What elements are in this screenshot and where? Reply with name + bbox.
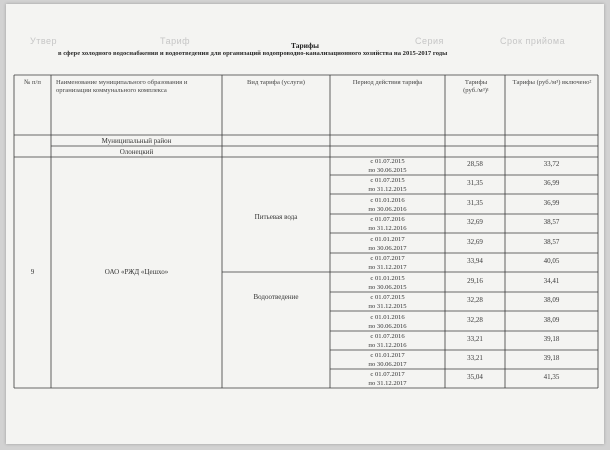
period-to: по 31.12.2016 [368, 342, 407, 349]
tariff-vat-cell: 36,99 [543, 199, 560, 207]
tariff-cell: 33,21 [467, 354, 483, 362]
period-to: по 30.06.2016 [368, 323, 407, 330]
tariff-cell: 32,28 [467, 316, 483, 324]
tariff-vat-cell: 38,09 [543, 296, 560, 304]
tariff-vat-cell: 39,18 [543, 335, 560, 343]
tariff-vat-cell: 38,57 [543, 218, 560, 226]
period-from: с 01.07.2015 [370, 158, 405, 165]
header-name: Наименование муниципального образования и организации коммунального комплекса [56, 79, 188, 94]
period-cell [330, 196, 445, 214]
district-name: Олонецкий [119, 148, 154, 156]
header-tariff: Тарифы (руб./м³)¹ [463, 79, 489, 94]
row-number: 9 [30, 268, 35, 276]
tariff-cell: 32,28 [467, 296, 483, 304]
period-to: по 31.12.2017 [368, 380, 407, 387]
tariff-vat-cell: 38,57 [543, 238, 560, 246]
header-num: № п/п [24, 79, 41, 86]
tariff-cell: 35,04 [467, 373, 483, 381]
faint-header-2: Тариф [160, 36, 191, 46]
tariff-vat-cell: 36,99 [543, 179, 560, 187]
tariff-cell: 31,35 [467, 179, 483, 187]
faint-header-1: Утвер [30, 36, 58, 46]
period-from: с 01.07.2017 [370, 255, 405, 262]
period-from: с 01.01.2017 [370, 236, 405, 243]
period-to: по 30.06.2017 [368, 245, 407, 252]
tariff-cell: 31,35 [467, 199, 483, 207]
organization-name: ОАО «РЖД «Цешхо» [104, 268, 169, 276]
period-cell [330, 274, 445, 292]
tariff-cell: 32,69 [467, 218, 483, 226]
tariff-cell: 33,94 [467, 257, 483, 265]
period-to: по 31.12.2015 [368, 186, 407, 193]
period-to: по 31.12.2015 [368, 303, 407, 310]
period-cell [330, 313, 445, 331]
period-to: по 31.12.2017 [368, 264, 407, 271]
period-from: с 01.07.2016 [370, 333, 405, 340]
period-from: с 01.01.2017 [370, 352, 405, 359]
period-to: по 30.06.2017 [368, 361, 407, 368]
period-cell [330, 332, 445, 350]
document-title: Тарифы [290, 41, 320, 50]
period-from: с 01.07.2017 [370, 371, 405, 378]
faint-header-3: Серия [415, 36, 444, 46]
period-cell [330, 157, 445, 175]
tariff-vat-cell: 41,35 [543, 373, 560, 381]
tariff-vat-cell: 38,09 [543, 316, 560, 324]
period-cell [330, 235, 445, 253]
period-to: по 31.12.2016 [368, 225, 407, 232]
period-from: с 01.01.2015 [370, 275, 405, 282]
period-to: по 30.06.2016 [368, 206, 407, 213]
period-cell [330, 215, 445, 233]
period-from: с 01.07.2015 [370, 177, 405, 184]
period-from: с 01.01.2016 [370, 314, 405, 321]
period-cell [330, 293, 445, 311]
tariff-vat-cell: 39,18 [543, 354, 560, 362]
service-water: Питьевая вода [254, 213, 298, 221]
service-sewage: Водоотведение [253, 293, 299, 301]
period-from: с 01.07.2015 [370, 294, 405, 301]
period-cell [330, 176, 445, 194]
tariff-vat-cell: 40,05 [543, 257, 560, 265]
tariff-vat-cell: 33,72 [543, 160, 560, 168]
period-cell [330, 254, 445, 272]
district-label: Муниципальный район [101, 137, 172, 145]
document-subtitle: в сфере холодного водоснабжения и водоотведения для организаций водопроводно-канализационного хозяйства на 2015-2017 годы [58, 50, 448, 57]
period-cell [330, 351, 445, 369]
tariff-cell: 32,69 [467, 238, 483, 246]
period-cell [330, 370, 445, 388]
period-to: по 30.06.2015 [368, 284, 407, 291]
period-to: по 30.06.2015 [368, 167, 407, 174]
tariff-cell: 29,16 [467, 277, 483, 285]
period-from: с 01.07.2016 [370, 216, 405, 223]
tariff-cell: 28,58 [467, 160, 483, 168]
tariff-vat-cell: 34,41 [543, 277, 560, 285]
faint-header-4: Срок прийома [500, 36, 566, 46]
header-kind: Вид тарифа (услуги) [247, 79, 305, 86]
tariff-cell: 33,21 [467, 335, 483, 343]
header-tariff-vat: Тарифы (руб./м³) включено² [512, 79, 592, 86]
period-from: с 01.01.2016 [370, 197, 405, 204]
header-period: Период действия тарифа [352, 79, 423, 86]
